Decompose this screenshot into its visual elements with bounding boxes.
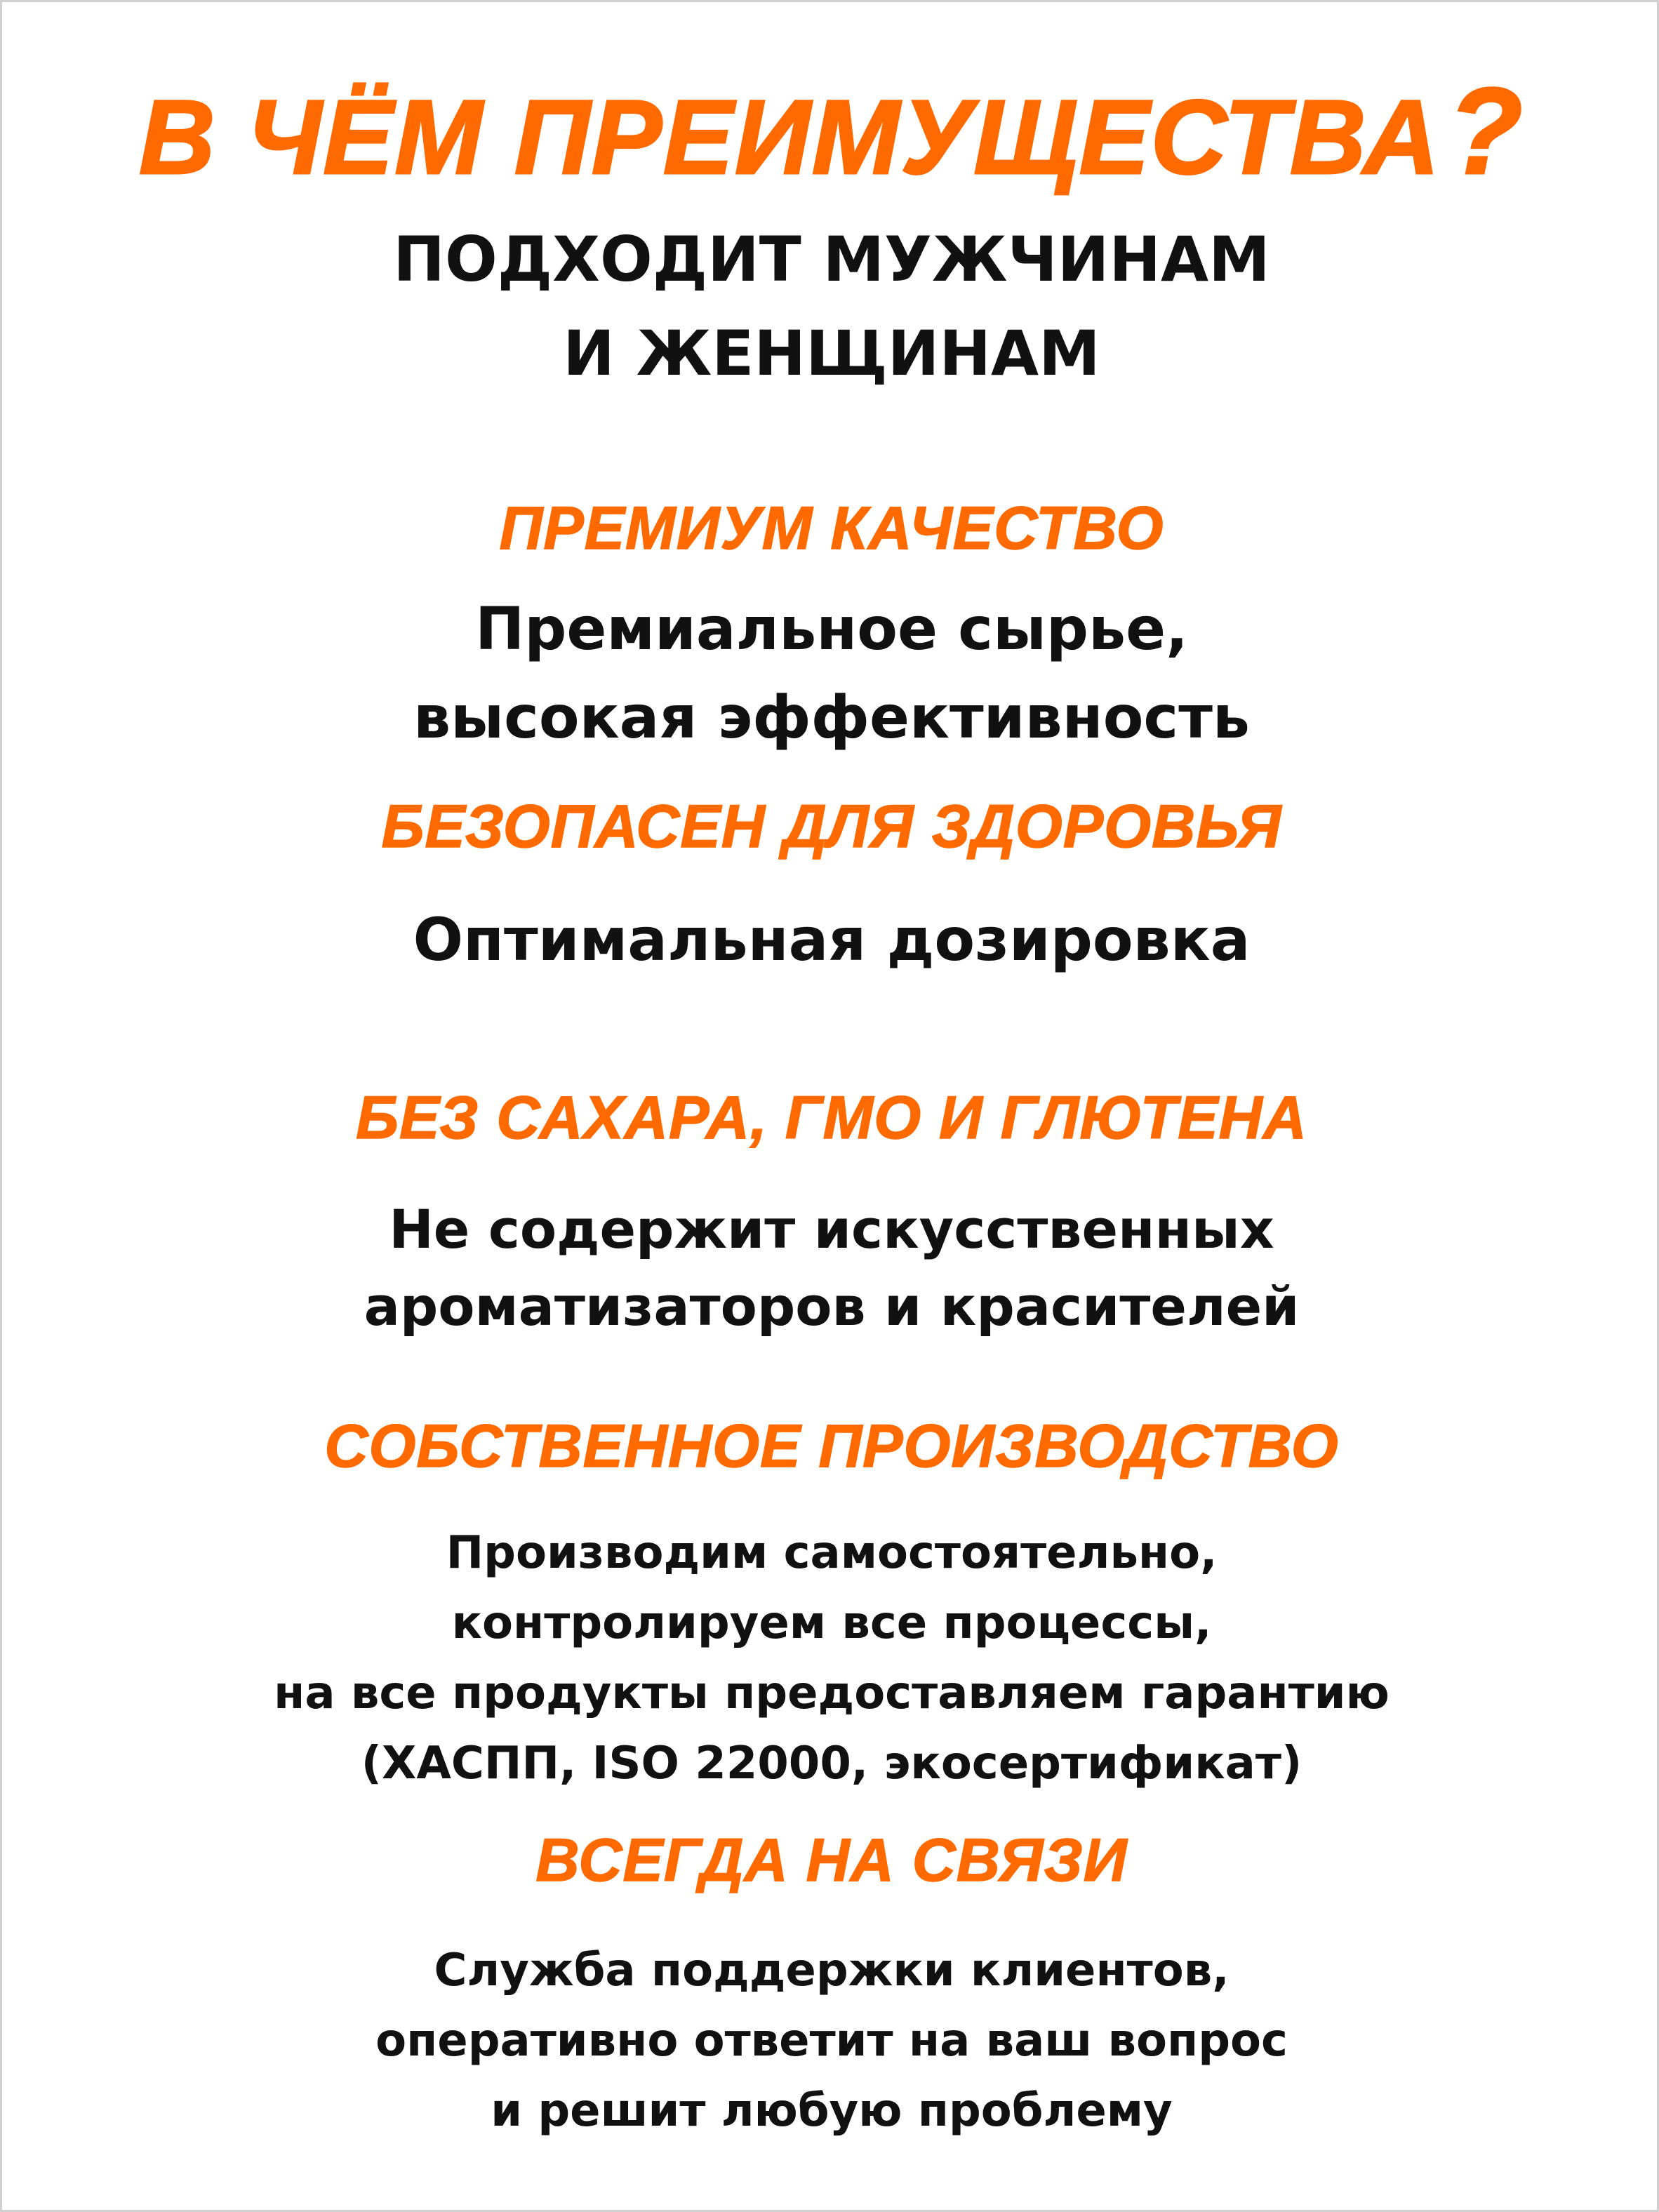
text-line: Служба поддержки клиентов, bbox=[434, 1945, 1230, 1997]
subtitle-line-1: ПОДХОДИТ МУЖЧИНАМ bbox=[393, 223, 1270, 295]
main-title-text: В ЧЁМ ПРЕИМУЩЕСТВА bbox=[139, 78, 1441, 196]
text-line: Производим самостоятельно, bbox=[446, 1527, 1218, 1579]
question-mark: ? bbox=[1447, 63, 1524, 200]
text-line: ароматизаторов и красителей bbox=[364, 1275, 1300, 1338]
text-own-production bbox=[2, 1518, 1659, 1799]
text-line: высокая эффективность bbox=[413, 683, 1250, 752]
text-line: и решит любую проблему bbox=[491, 2085, 1173, 2137]
subtitle-line-2: И ЖЕНЩИНАМ bbox=[563, 317, 1100, 389]
text-line: оперативно ответит на ваш вопрос bbox=[375, 2015, 1288, 2067]
text-premium-quality bbox=[2, 585, 1659, 761]
text-no-sugar-gmo-gluten bbox=[2, 1191, 1659, 1345]
main-title bbox=[2, 63, 1659, 200]
text-line: (ХАСПП, ISO 22000, экосертификат) bbox=[361, 1738, 1302, 1790]
text-always-in-touch bbox=[2, 1936, 1659, 2146]
text-line: Оптимальная дозировка bbox=[413, 905, 1251, 974]
heading-safe-for-health: БЕЗОПАСЕН ДЛЯ ЗДОРОВЬЯ bbox=[381, 793, 1282, 860]
heading-always-in-touch: ВСЕГДА НА СВЯЗИ bbox=[535, 1827, 1128, 1894]
text-line: контролируем все процессы, bbox=[451, 1597, 1212, 1649]
heading-no-sugar-gmo-gluten: БЕЗ САХАРА, ГМО И ГЛЮТЕНА bbox=[356, 1084, 1307, 1152]
heading-premium-quality: ПРЕМИУМ КАЧЕСТВО bbox=[499, 495, 1164, 562]
text-safe-for-health bbox=[2, 895, 1659, 984]
text-line: Не содержит искусственных bbox=[389, 1198, 1274, 1260]
heading-own-production: СОБСТВЕННОЕ ПРОИЗВОДСТВО bbox=[324, 1413, 1339, 1480]
text-line: Премиальное сырье, bbox=[474, 594, 1189, 663]
text-line: на все продукты предоставляем гарантию bbox=[274, 1667, 1390, 1719]
audience-subtitle bbox=[2, 213, 1659, 401]
